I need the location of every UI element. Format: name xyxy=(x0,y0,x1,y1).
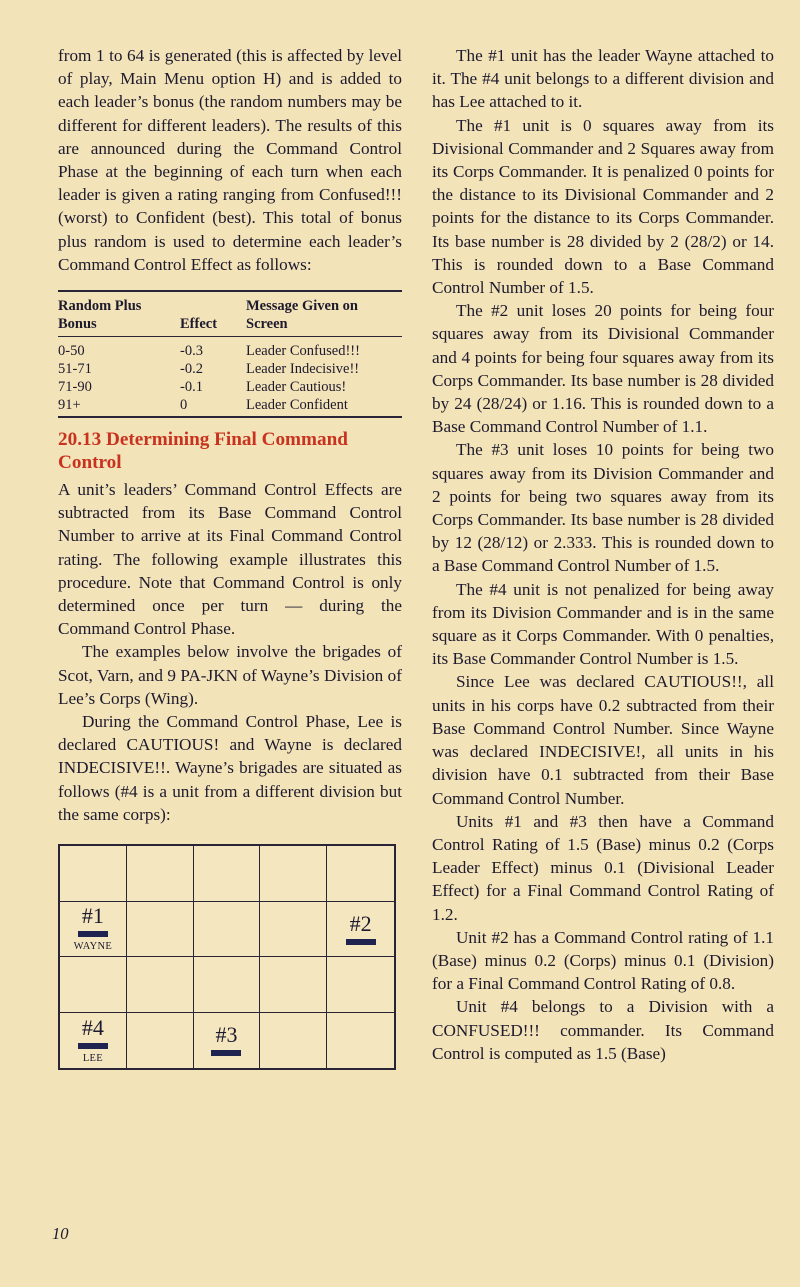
grid-cell xyxy=(260,1013,327,1069)
grid-cell xyxy=(327,846,394,902)
unit-3-label: #3 xyxy=(215,1022,238,1048)
example-paragraph-9: Unit #4 belongs to a Division with a CONFUSED!!! commander. Its Command Control is computed as 1.5 (Base) xyxy=(432,997,774,1063)
grid-cell-unit-2 xyxy=(327,902,394,958)
table-cell-range: 91+ xyxy=(58,397,81,414)
final-command-paragraph: A unit’s leaders’ Command Control Effects are subtracted from its Base Command Control Number to arrive at its Final Command Control rating. The following example illustrates this procedure. Note that Command Control is only determined once per turn — during the Command Control Phase. xyxy=(58,480,402,639)
unit-position-grid xyxy=(58,844,396,1070)
unit-1-label: #1 xyxy=(81,903,104,929)
table-cell-range: 0-50 xyxy=(58,343,85,360)
unit-4-label: #4 xyxy=(81,1014,104,1040)
during-paragraph: During the Command Control Phase, Lee is declared CAUTIOUS! and Wayne is declared INDECISIVE!!. Wayne’s brigades are situated as follows (#4 is a unit from a different division but the same corps): xyxy=(58,712,402,824)
table-cell-range: 71-90 xyxy=(58,379,92,396)
grid-cell xyxy=(194,846,261,902)
unit-counter-icon xyxy=(78,1043,108,1049)
grid-cell xyxy=(127,1013,194,1069)
grid-cell xyxy=(260,846,327,902)
section-heading: 20.13 Determining Final Command Control xyxy=(58,429,348,474)
grid-cell xyxy=(327,1013,394,1069)
example-paragraph-4: The #3 unit loses 10 points for being two squares away from its Division Commander and 2 points for being two squares away from its Corps Commander. Its base number is 28 divided by 12 (28/12) or 2.333. This is rounded down to a Base Command Control Number of 1.5. xyxy=(432,440,774,576)
header-message: Message Given on Screen xyxy=(246,298,358,333)
example-paragraph-2: The #1 unit is 0 squares away from its Divisional Commander and 2 Squares away from its Corps Commander. It is penalized 0 points for the distance to its Divisional Commander and 2 points for the distance to its Corps Commander. Its base number is 28 divided by 2 (28/2) or 14. This is rounded down to a Base Command Control Number of 1.5. xyxy=(432,115,774,298)
example-paragraph-5: The #4 unit is not penalized for being away from its Division Commander and is in the same square as it Corps Commander. With 0 penalties, its Base Commander Control Number is 1.5. xyxy=(432,579,774,669)
page-number: 10 xyxy=(52,1224,69,1243)
command-effect-table xyxy=(58,290,402,418)
table-cell-message: Leader Confused!!! xyxy=(246,343,360,360)
table-cell-effect: -0.2 xyxy=(180,361,203,378)
example-paragraph-6: Since Lee was declared CAUTIOUS!!, all units in his corps have 0.2 subtracted from their Base Command Control Number. Since Wayne was declared INDECISIVE!, all units in his division have 0.1 subtracted from their Base Command Control Number. xyxy=(432,672,774,808)
left-column xyxy=(58,44,402,1070)
grid-cell xyxy=(327,957,394,1013)
grid-cell xyxy=(127,846,194,902)
grid-cell-unit-4 xyxy=(60,1013,127,1069)
table-cell-effect: -0.3 xyxy=(180,343,203,360)
grid-cell-unit-1 xyxy=(60,902,127,958)
table-cell-message: Leader Cautious! xyxy=(246,379,347,396)
table-cell-range: 51-71 xyxy=(58,361,92,378)
right-column xyxy=(432,44,774,1065)
table-cell-message: Leader Indecisive!! xyxy=(246,361,360,378)
example-paragraph-1: The #1 unit has the leader Wayne attached to it. The #4 unit belongs to a different division and has Lee attached to it. xyxy=(432,46,774,112)
grid-cell xyxy=(127,957,194,1013)
example-paragraph-7: Units #1 and #3 then have a Command Control Rating of 1.5 (Base) minus 0.2 (Corps Leader Effect) minus 0.1 (Divisional Leader Effect) for a Final Command Control Rating of 1.2. xyxy=(432,811,774,924)
header-random-plus-bonus: Random Plus Bonus xyxy=(58,298,142,333)
intro-paragraph: from 1 to 64 is generated (this is affected by level of play, Main Menu option H) and is added to each leader’s bonus (the random numbers may be different for different leaders). The results of this are announced during the Command Control Phase at the beginning of each turn when each leader is given a rating ranging from Confused!!! (worst) to Confident (best). This total of bonus plus random is used to determine each leader’s Command Control Effect as follows: xyxy=(58,46,402,274)
examples-paragraph: The examples below involve the brigades of Scot, Varn, and 9 PA-JKN of Wayne’s Division of Lee’s Corps (Wing). xyxy=(58,642,402,708)
unit-2-label: #2 xyxy=(349,910,372,936)
table-cell-effect: 0 xyxy=(180,397,188,414)
unit-counter-icon xyxy=(78,931,108,937)
grid-cell xyxy=(60,846,127,902)
unit-counter-icon xyxy=(211,1050,241,1056)
table-header xyxy=(58,292,402,337)
header-effect: Effect xyxy=(180,316,218,333)
table-body xyxy=(58,337,402,416)
grid-cell xyxy=(260,957,327,1013)
grid-cell xyxy=(127,902,194,958)
table-row xyxy=(58,342,402,360)
grid-cell-unit-3 xyxy=(194,1013,261,1069)
grid-cell xyxy=(194,957,261,1013)
example-paragraph-3: The #2 unit loses 20 points for being four squares away from its Divisional Commander and 4 points for being four squares away from its Corps Commander. Its base number is 28 divided by 24 (28/24) or 1.16. This is rounded down to a Base Command Control Number of 1.1. xyxy=(432,301,774,437)
leader-wayne-label: WAYNE xyxy=(73,941,113,953)
grid-cell xyxy=(194,902,261,958)
grid-cell xyxy=(60,957,127,1013)
unit-counter-icon xyxy=(346,939,376,945)
grid-cell xyxy=(260,902,327,958)
table-row xyxy=(58,360,402,378)
table-cell-effect: -0.1 xyxy=(180,379,203,396)
table-row xyxy=(58,378,402,396)
example-paragraph-8: Unit #2 has a Command Control rating of 1.1 (Base) minus 0.2 (Corps) minus 0.1 (Division) for a Final Command Control Rating of 0.8. xyxy=(432,927,774,994)
table-cell-message: Leader Confident xyxy=(246,397,348,414)
table-row xyxy=(58,396,402,414)
leader-lee-label: LEE xyxy=(82,1052,103,1064)
